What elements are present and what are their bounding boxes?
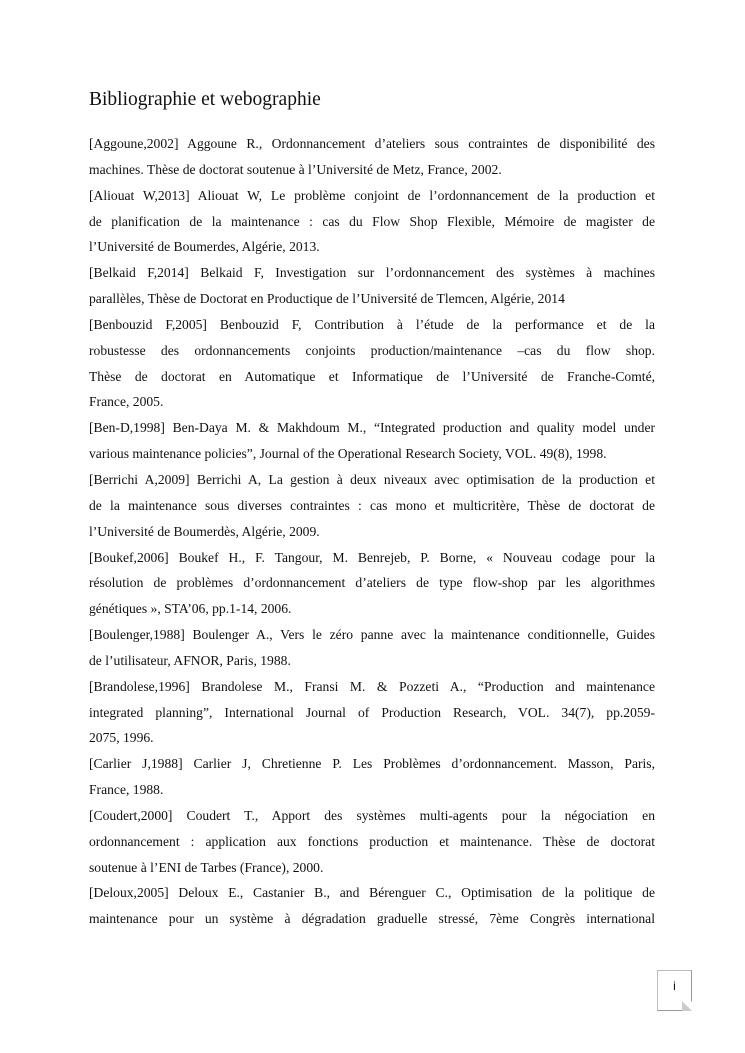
reference-line: Thèse de doctorat en Automatique et Informatique de l’Université de Franche-Comté, (89, 368, 655, 384)
reference-line: génétiques », STA’06, pp.1-14, 2006. (89, 601, 292, 617)
reference-entry (89, 260, 655, 312)
folded-corner-shadow (682, 1001, 692, 1011)
reference-line: [Ben-D,1998] Ben-Daya M. & Makhdoum M., “Integrated production and quality model under (89, 420, 655, 436)
reference-line: maintenance pour un système à dégradation graduelle stressé, 7ème Congrès international (89, 911, 655, 927)
reference-line: [Aliouat W,2013] Aliouat W, Le problème conjoint de l’ordonnancement de la production et (89, 187, 655, 203)
reference-line: [Benbouzid F,2005] Benbouzid F, Contribution à l’étude de la performance et de la (89, 316, 655, 332)
reference-line: machines. Thèse de doctorat soutenue à l’Université de Metz, France, 2002. (89, 161, 502, 177)
reference-entry (89, 467, 655, 545)
reference-entry (89, 312, 655, 415)
reference-line: [Berrichi A,2009] Berrichi A, La gestion à deux niveaux avec optimisation de la production et (89, 471, 655, 487)
reference-line: [Carlier J,1988] Carlier J, Chretienne P. Les Problèmes d’ordonnancement. Masson, Paris, (89, 756, 655, 772)
reference-entry (89, 131, 655, 183)
reference-line: résolution de problèmes d’ordonnancement d’ateliers de type flow-shop par les algorithmes (89, 575, 655, 591)
reference-line: [Belkaid F,2014] Belkaid F, Investigation sur l’ordonnancement des systèmes à machines (89, 265, 655, 281)
reference-line: [Boulenger,1988] Boulenger A., Vers le zéro panne avec la maintenance conditionnelle, Guides (89, 627, 655, 643)
reference-line: integrated planning”, International Journal of Production Research, VOL. 34(7), pp.2059- (89, 704, 655, 720)
reference-line: [Boukef,2006] Boukef H., F. Tangour, M. Benrejeb, P. Borne, « Nouveau codage pour la (89, 549, 655, 565)
reference-line: [Coudert,2000] Coudert T., Apport des systèmes multi-agents pour la négociation en (89, 807, 655, 823)
reference-line: parallèles, Thèse de Doctorat en Productique de l’Université de Tlemcen, Algérie, 2014 (89, 291, 565, 307)
reference-line: de la maintenance sous diverses contraintes : cas mono et multicritère, Thèse de doctorat de (89, 497, 655, 513)
reference-entry (89, 183, 655, 261)
reference-line: [Aggoune,2002] Aggoune R., Ordonnancement d’ateliers sous contraintes de disponibilité des (89, 136, 655, 151)
reference-entry (89, 803, 655, 881)
reference-line: [Deloux,2005] Deloux E., Castanier B., and Bérenguer C., Optimisation de la politique de (89, 885, 655, 901)
reference-entry (89, 751, 655, 803)
reference-line: France, 1988. (89, 782, 164, 798)
reference-list (89, 131, 655, 932)
reference-line: de l’utilisateur, AFNOR, Paris, 1988. (89, 652, 291, 668)
reference-entry (89, 880, 655, 932)
reference-line: l’Université de Boumerdes, Algérie, 2013. (89, 239, 320, 255)
reference-line: soutenue à l’ENI de Tarbes (France), 2000. (89, 859, 324, 875)
page-number-box (657, 970, 692, 1011)
reference-line: various maintenance policies”, Journal of the Operational Research Society, VOL. 49(8), 1998. (89, 446, 607, 462)
page-number: i (673, 979, 676, 993)
reference-entry (89, 622, 655, 674)
reference-line: ordonnancement : application aux fonctions production et maintenance. Thèse de doctorat (89, 833, 655, 849)
reference-line: robustesse des ordonnancements conjoints production/maintenance –cas du flow shop. (89, 342, 655, 358)
reference-line: France, 2005. (89, 394, 164, 410)
reference-line: l’Université de Boumerdès, Algérie, 2009. (89, 523, 320, 539)
reference-line: 2075, 1996. (89, 730, 154, 746)
reference-line: [Brandolese,1996] Brandolese M., Fransi M. & Pozzeti A., “Production and maintenance (89, 678, 655, 694)
page-title: Bibliographie et webographie (89, 89, 321, 110)
reference-line: de planification de la maintenance : cas du Flow Shop Flexible, Mémoire de magister de (89, 213, 655, 229)
reference-entry (89, 415, 655, 467)
reference-entry (89, 545, 655, 623)
reference-entry (89, 674, 655, 752)
